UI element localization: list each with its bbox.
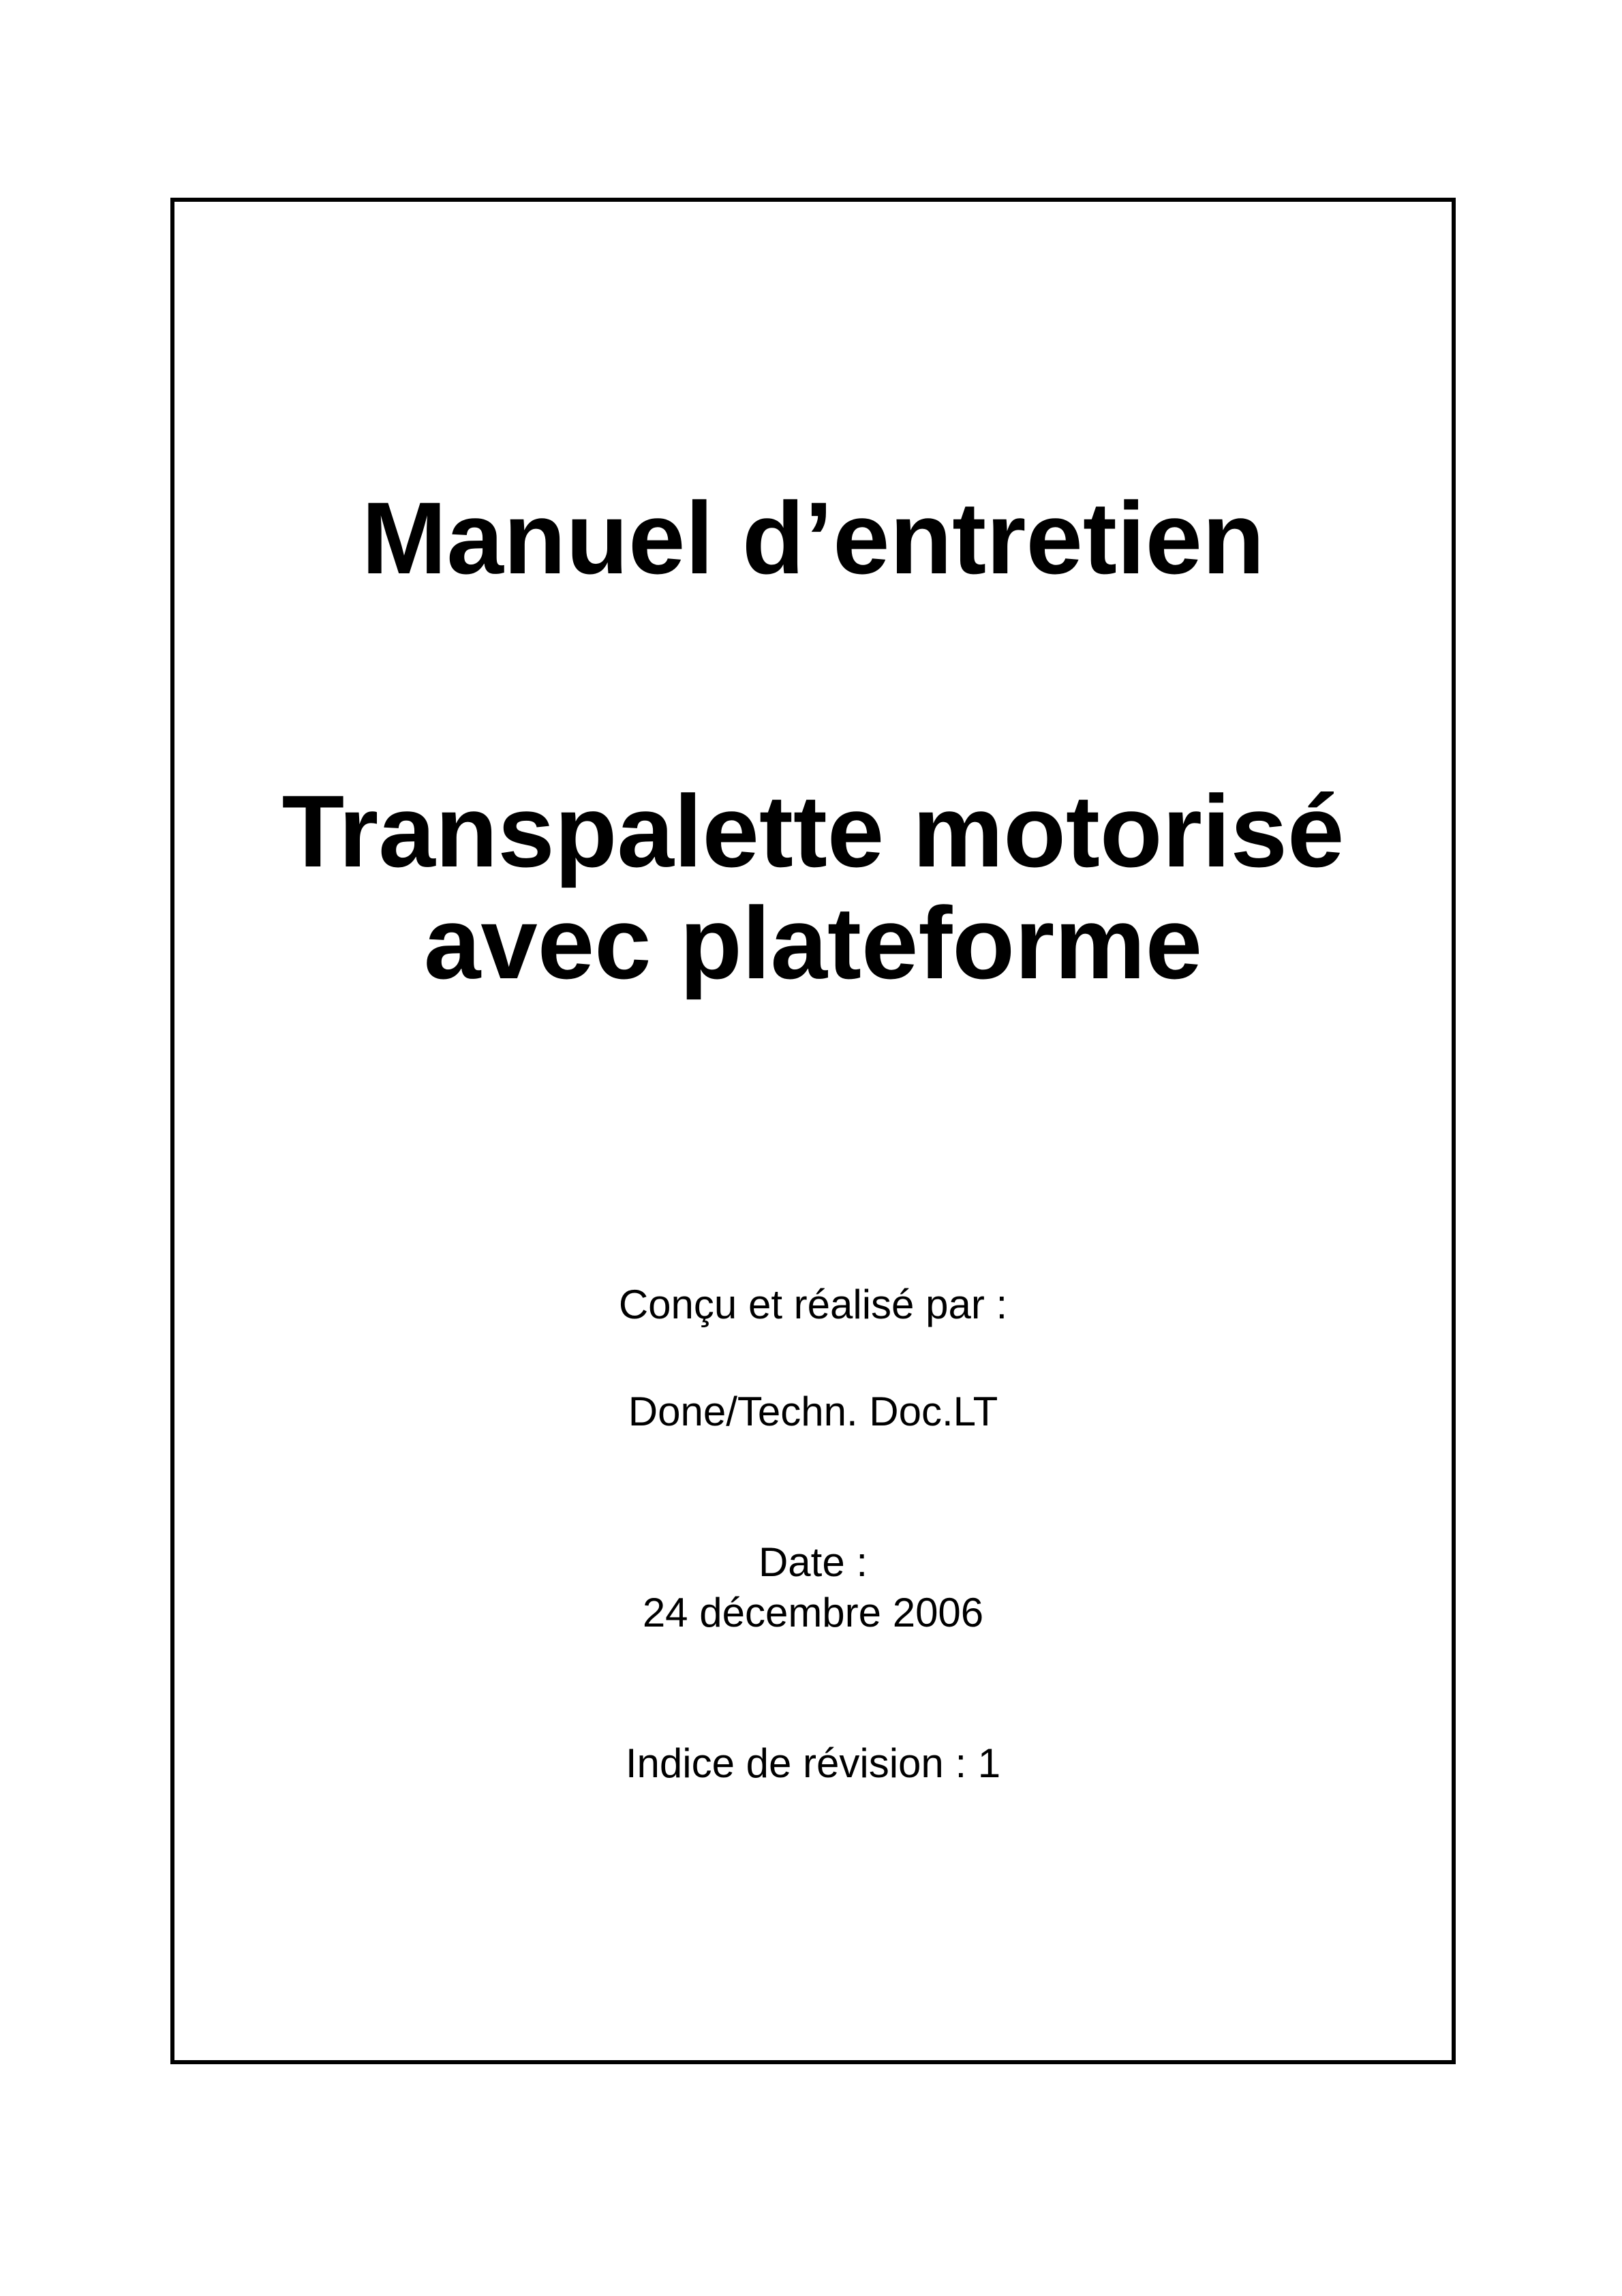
designed-by-label: Conçu et réalisé par :	[618, 1282, 1008, 1327]
revision-index: Indice de révision : 1	[625, 1740, 1001, 1786]
document-title: Manuel d’entretien	[361, 481, 1265, 595]
date-label: Date :	[758, 1539, 868, 1585]
document-subtitle-line-1: Transpalette motorisé	[281, 774, 1345, 888]
document-subtitle-line-2: avec plateforme	[423, 886, 1203, 1000]
cover-frame	[170, 198, 1456, 2064]
date-value: 24 décembre 2006	[642, 1590, 984, 1635]
designed-by-value: Done/Techn. Doc.LT	[628, 1389, 998, 1434]
